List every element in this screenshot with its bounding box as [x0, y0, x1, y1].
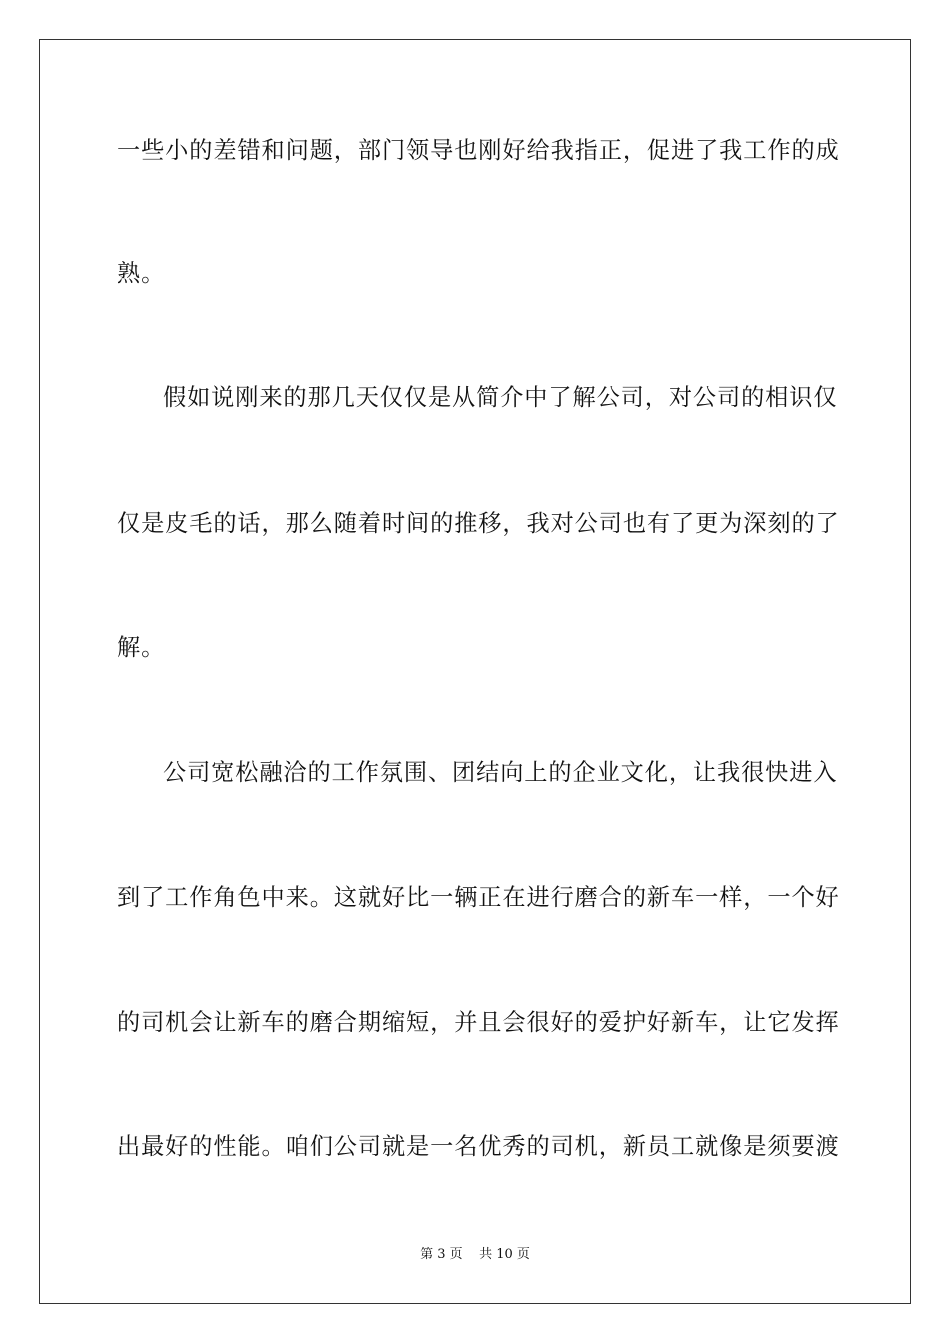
- text-line: 出最好的性能。咱们公司就是一名优秀的司机，新员工就像是须要渡: [117, 1133, 840, 1160]
- text-line: 一些小的差错和问题，部门领导也刚好给我指正，促进了我工作的成: [117, 137, 840, 164]
- text-line: 熟。: [117, 260, 166, 287]
- text-line: 假如说刚来的那几天仅仅是从简介中了解公司，对公司的相识仅: [163, 384, 838, 411]
- text-line: 到了工作角色中来。这就好比一辆正在进行磨合的新车一样，一个好: [117, 884, 840, 911]
- page-border: [39, 39, 911, 1304]
- text-line: 公司宽松融洽的工作氛围、团结向上的企业文化，让我很快进入: [163, 759, 838, 786]
- text-line: 仅是皮毛的话，那么随着时间的推移，我对公司也有了更为深刻的了: [117, 510, 840, 537]
- page-number-footer: 第 3 页 共 10 页: [420, 1247, 530, 1262]
- text-line: 解。: [117, 634, 166, 661]
- text-line: 的司机会让新车的磨合期缩短，并且会很好的爱护好新车，让它发挥: [117, 1009, 840, 1036]
